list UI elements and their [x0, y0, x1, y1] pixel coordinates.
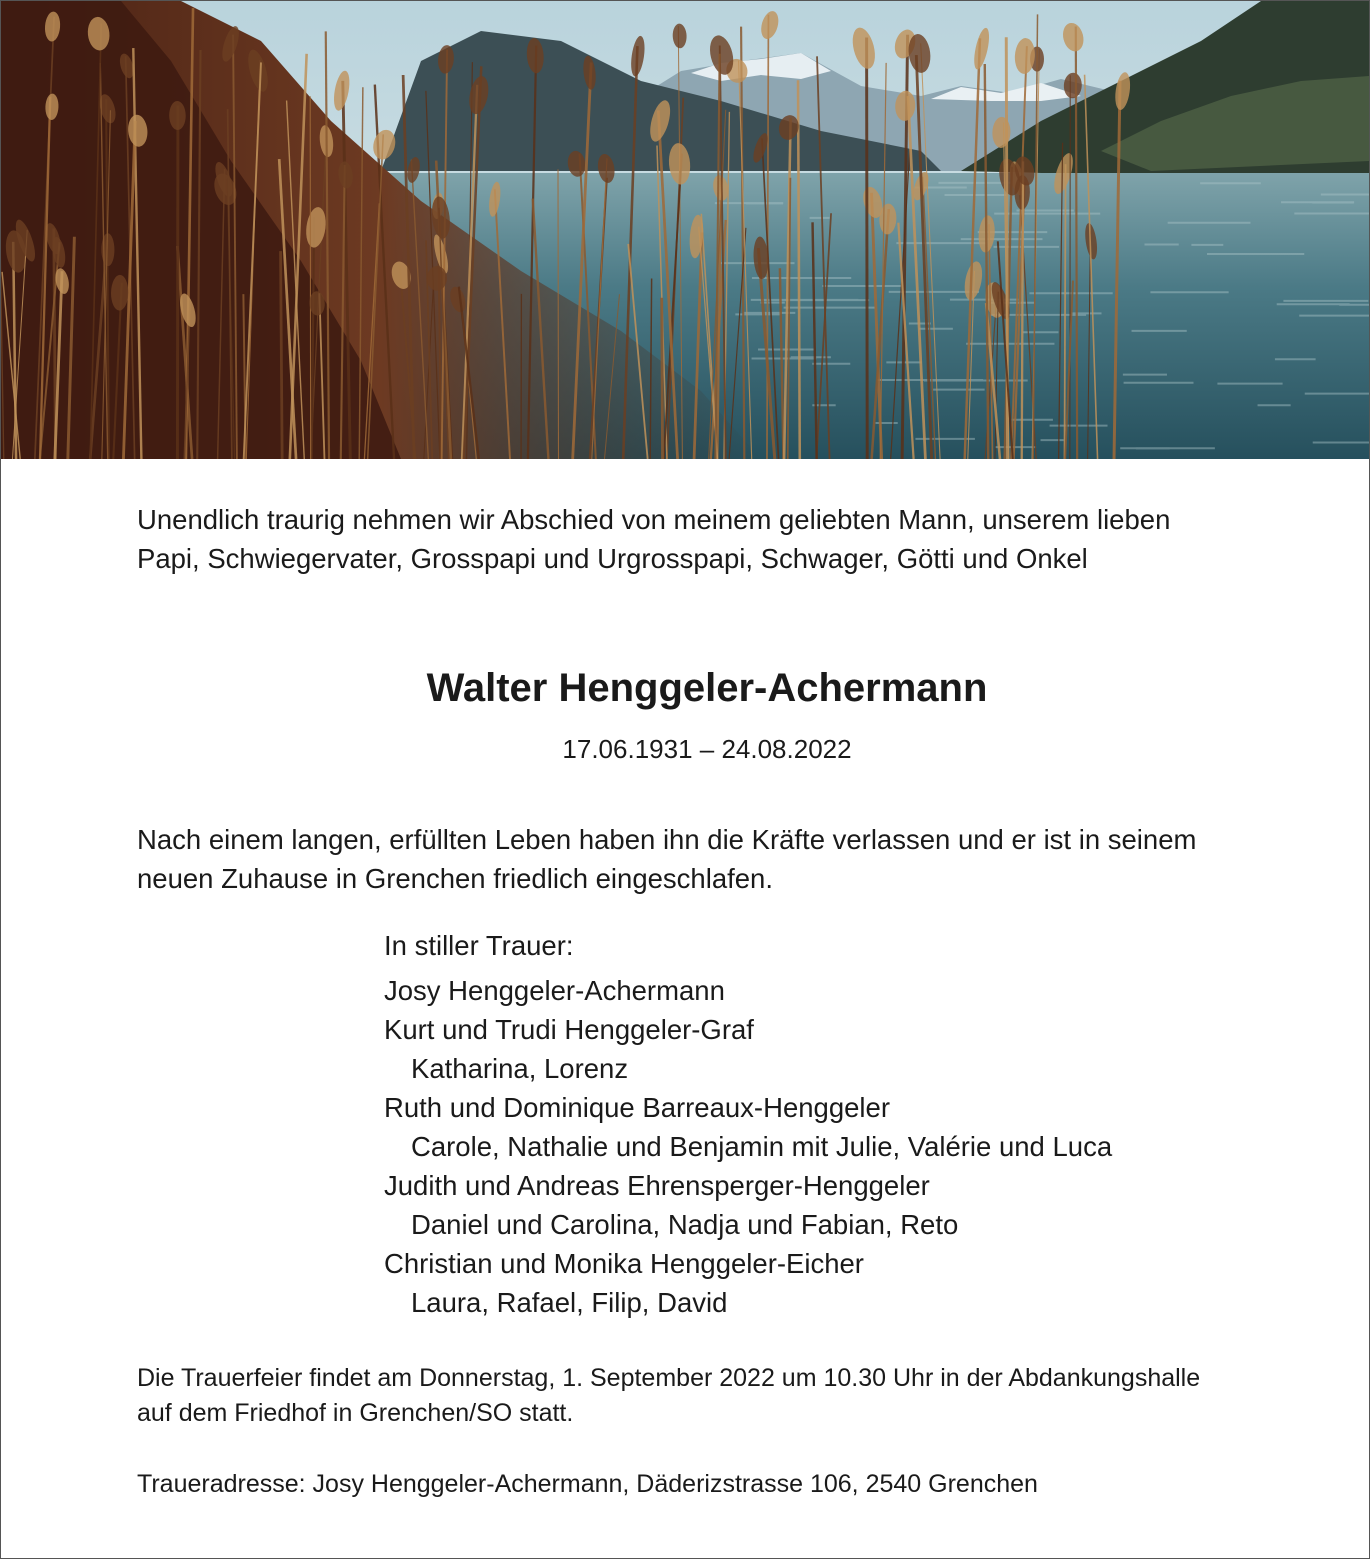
mourner-row: Christian und Monika Henggeler-Eicher: [384, 1248, 864, 1279]
mourner-row-children: Laura, Rafael, Filip, David: [411, 1287, 728, 1318]
life-dates: 17.06.1931 – 24.08.2022: [562, 734, 852, 764]
intro-text: Unendlich traurig nehmen wir Abschied von meinem geliebten Mann, unserem lieben Papi, Schwiegervater, Grosspapi und Urgrosspapi, Schwager, Götti und Onkel: [137, 504, 1171, 574]
mourners-heading: In stiller Trauer:: [384, 930, 574, 961]
mourning-address: Traueradresse: Josy Henggeler-Achermann, Däderizstrasse 106, 2540 Grenchen: [137, 1470, 1038, 1498]
lake-reeds-photo: [1, 1, 1369, 459]
mourner-row: Judith und Andreas Ehrensperger-Henggeler: [384, 1170, 930, 1201]
mourner-row: Ruth und Dominique Barreaux-Henggeler: [384, 1092, 890, 1123]
mourner-row-children: Carole, Nathalie und Benjamin mit Julie, Valérie und Luca: [411, 1131, 1113, 1162]
mourners-block: [384, 926, 1112, 1322]
mourner-row: Kurt und Trudi Henggeler-Graf: [384, 1014, 754, 1045]
ceremony-info: Die Trauerfeier findet am Donnerstag, 1. September 2022 um 10.30 Uhr in der Abdankungshalle auf dem Friedhof in Grenchen/SO statt.: [137, 1364, 1201, 1427]
mourner-row: Josy Henggeler-Achermann: [384, 975, 725, 1006]
mourner-row-children: Daniel und Carolina, Nadja und Fabian, Reto: [411, 1209, 959, 1240]
deceased-name: Walter Henggeler-Achermann: [426, 666, 988, 710]
life-text: Nach einem langen, erfüllten Leben haben ihn die Kräfte verlassen und er ist in seinem neuen Zuhause in Grenchen friedlich eingeschlafen.: [137, 824, 1197, 894]
mourner-row-children: Katharina, Lorenz: [411, 1053, 629, 1084]
